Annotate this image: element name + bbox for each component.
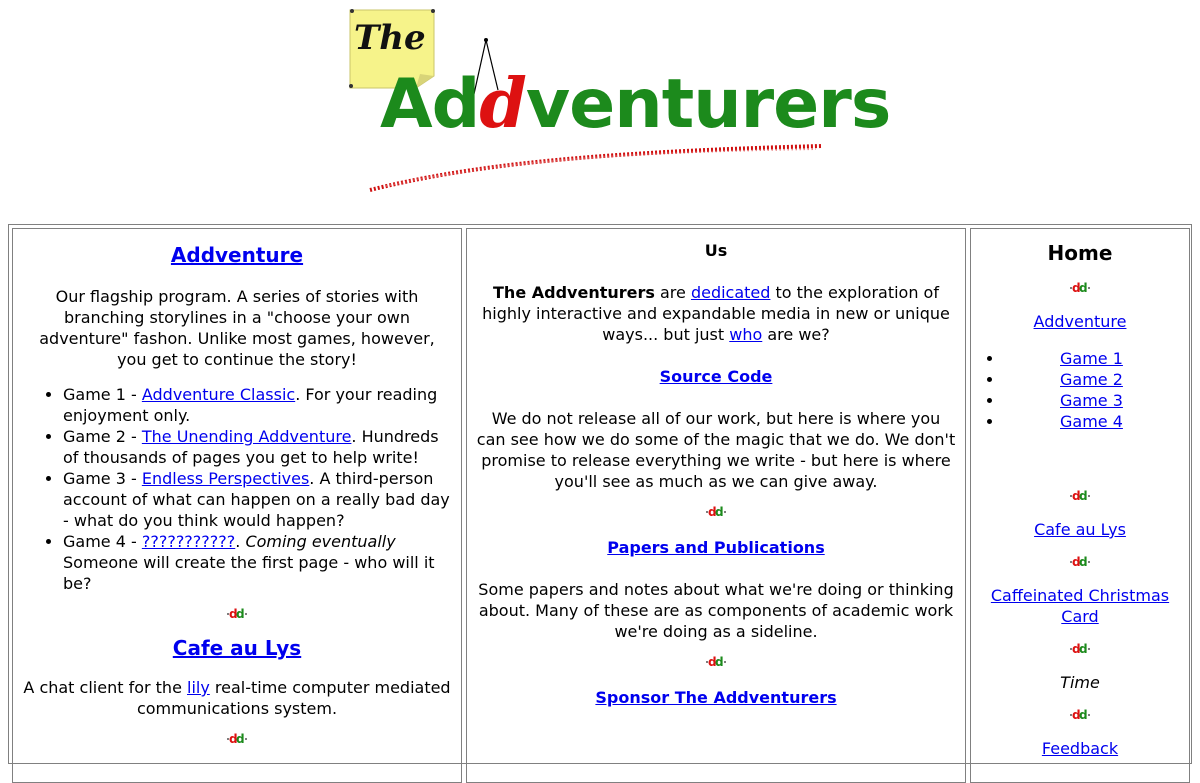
nav-game-1-link[interactable]: Game 1: [1060, 349, 1123, 368]
svg-text:d: d: [236, 607, 245, 620]
us-paragraph: The Addventurers are dedicated to the exploration of highly interactive and expandable media in new or unique ways... but just who are we?: [482, 283, 950, 344]
source-code-heading: [467, 366, 965, 387]
nav-addventure-link[interactable]: Addventure: [1033, 312, 1127, 331]
separator-dd-icon: [971, 705, 1189, 726]
list-item: [1004, 369, 1189, 390]
svg-text:d: d: [1079, 489, 1088, 502]
nav-feedback-link[interactable]: Feedback: [1041, 739, 1119, 758]
list-item: • Game 3 - Endless Perspectives. A third-person account of what can happen on a really bad day - what do you think would happen?: [63, 468, 453, 531]
papers-heading: [467, 537, 965, 558]
separator-dd-icon: [971, 639, 1189, 660]
right-nav-column: [970, 228, 1190, 783]
svg-text:d: d: [708, 655, 717, 668]
addventure-heading: [13, 242, 461, 268]
svg-text:d: d: [1072, 708, 1081, 721]
list-item: [1004, 390, 1189, 411]
nav-game-4-link[interactable]: Game 4: [1060, 412, 1123, 431]
lily-link[interactable]: lily: [187, 678, 210, 697]
nav-cafe-link[interactable]: Cafe au Lys: [1034, 520, 1126, 539]
sponsor-link[interactable]: Sponsor The Addventurers: [595, 688, 837, 707]
separator-dd-icon: [13, 604, 461, 625]
nav-cafe: [971, 519, 1189, 540]
home-heading: Home: [1047, 241, 1113, 265]
nav-christmas: [971, 585, 1189, 627]
dedicated-link[interactable]: dedicated: [690, 283, 771, 302]
svg-text:d: d: [229, 732, 238, 745]
logo-note-text: The: [354, 18, 426, 58]
logo-word-red-d: d: [479, 64, 526, 144]
game-3-link[interactable]: Endless Perspectives: [141, 469, 310, 488]
game-4-link[interactable]: ???????????: [141, 532, 236, 551]
nav-feedback: [971, 738, 1189, 759]
svg-text:d: d: [708, 505, 717, 518]
svg-text:d: d: [1079, 281, 1088, 294]
separator-dd-icon: [971, 278, 1189, 299]
games-list: [13, 384, 453, 594]
us-heading: Us: [704, 241, 728, 260]
addventure-title-link[interactable]: Addventure: [170, 243, 304, 267]
main-table: [8, 224, 1192, 764]
list-item: [1004, 411, 1189, 432]
game-1-link[interactable]: Addventure Classic: [141, 385, 296, 404]
list-item: • Game 1 - Addventure Classic. For your reading enjoyment only.: [63, 384, 453, 426]
cafe-title-link[interactable]: Cafe au Lys: [172, 636, 302, 660]
sponsor-heading: [467, 687, 965, 708]
middle-column: [466, 228, 966, 783]
papers-description: Some papers and notes about what we're doing or thinking about. Many of these are as components of academic work we're doing as a sideline.: [478, 580, 954, 641]
svg-text:d: d: [715, 505, 724, 518]
nav-game-3-link[interactable]: Game 3: [1060, 391, 1123, 410]
game-2-link[interactable]: The Unending Addventure: [141, 427, 352, 446]
separator-dd-icon: [467, 502, 965, 523]
cafe-description: A chat client for the lily real-time computer mediated communications system.: [23, 678, 451, 718]
squiggle-underline-icon: [370, 146, 822, 190]
papers-link[interactable]: Papers and Publications: [607, 538, 825, 557]
nav-christmas-link[interactable]: Caffeinated Christmas Card: [990, 586, 1170, 626]
svg-text:d: d: [1072, 281, 1081, 294]
svg-text:d: d: [1079, 555, 1088, 568]
separator-dd-icon: [971, 552, 1189, 573]
cafe-heading: [13, 635, 461, 661]
list-item: • Game 4 - ???????????. Coming eventually Someone will create the first page - who will it be?: [63, 531, 453, 594]
left-column: [12, 228, 462, 783]
svg-text:d: d: [715, 655, 724, 668]
separator-dd-icon: [971, 486, 1189, 507]
source-code-link[interactable]: Source Code: [659, 367, 773, 386]
addventure-intro: Our flagship program. A series of stories with branching storylines in a "choose your own adventure" fashon. Unlike most games, however, you get to continue the story!: [39, 287, 435, 369]
nav-game-2-link[interactable]: Game 2: [1060, 370, 1123, 389]
source-code-description: We do not release all of our work, but here is where you can see how we do some of the magic that we do. We don't promise to release everything we write - but here is where you'll see as much as we can give away.: [476, 409, 956, 491]
list-item: • Game 2 - The Unending Addventure. Hundreds of thousands of pages you get to help write!: [63, 426, 453, 468]
nav-time-label: Time: [1060, 673, 1100, 692]
svg-text:d: d: [1072, 642, 1081, 655]
site-logo: [346, 6, 891, 201]
svg-text:d: d: [1079, 642, 1088, 655]
svg-text:d: d: [1072, 489, 1081, 502]
nav-games-list: [971, 348, 1189, 432]
logo-word-suffix: venturers: [525, 65, 891, 144]
logo-word-prefix: Ad: [380, 65, 480, 144]
svg-text:d: d: [1072, 555, 1081, 568]
separator-dd-icon: [467, 652, 965, 673]
who-link[interactable]: who: [729, 325, 763, 344]
nav-addventure: [971, 311, 1189, 332]
logo-wordmark: [380, 64, 890, 145]
list-item: [1004, 348, 1189, 369]
svg-text:d: d: [229, 607, 238, 620]
svg-text:d: d: [1079, 708, 1088, 721]
svg-text:d: d: [236, 732, 245, 745]
